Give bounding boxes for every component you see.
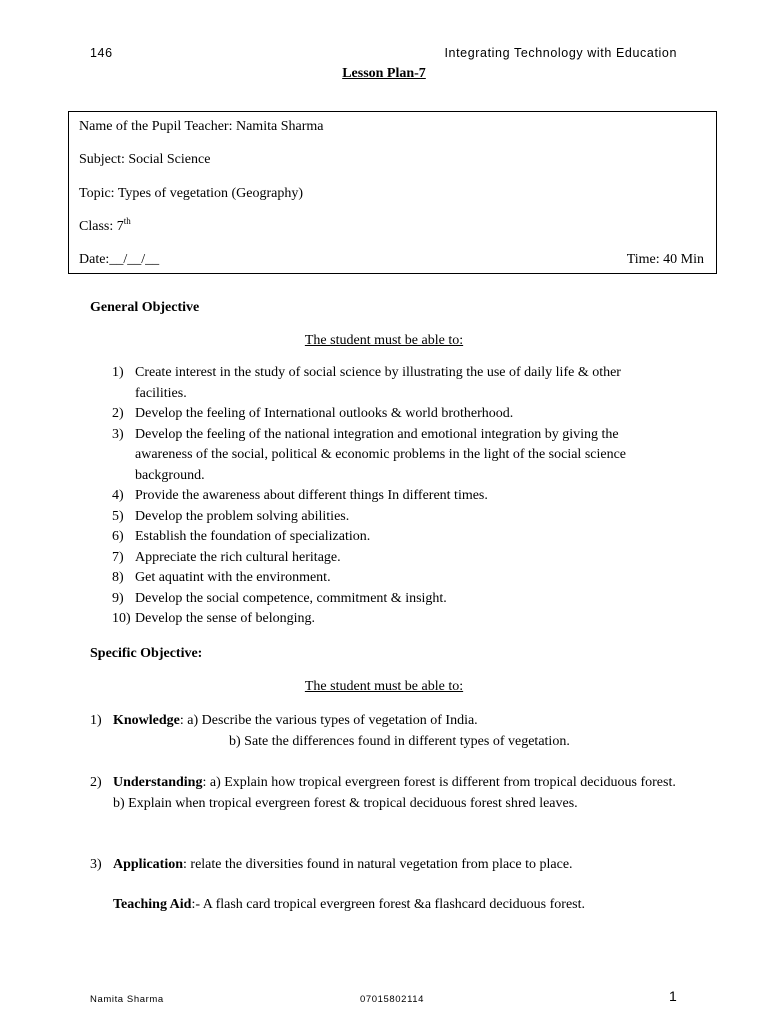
running-title: Integrating Technology with Education — [444, 46, 677, 60]
objective-text: Develop the feeling of the national integration and emotional integration by giving the awareness of the social, political & economic problems in the light of the social science background. — [135, 426, 627, 483]
knowledge-objective — [90, 711, 690, 752]
teaching-aid-label: Teaching Aid — [113, 897, 192, 912]
specific-objective-heading: Specific Objective: — [90, 646, 203, 661]
objective-number: 9) — [112, 590, 124, 606]
teacher-name: Name of the Pupil Teacher: Namita Sharma — [79, 119, 324, 134]
class-label: Class: 7 — [79, 219, 124, 234]
objective-text: Develop the problem solving abilities. — [135, 508, 350, 524]
general-objective-heading: General Objective — [90, 300, 200, 315]
page-title: Lesson Plan-7 — [342, 66, 426, 81]
knowledge-a: : a) Describe the various types of vegetation of India. — [179, 713, 478, 728]
objective-item — [112, 609, 672, 630]
objective-number: 8) — [112, 570, 124, 585]
objective-item — [112, 507, 672, 528]
specific-objective-intro: The student must be able to: — [304, 679, 464, 694]
time: Time: 40 Min — [626, 252, 704, 267]
understanding-b: b) Explain when tropical evergreen forest & tropical deciduous forest shred leaves. — [113, 795, 578, 811]
subject: Subject: Social Science — [79, 152, 211, 167]
objective-number: 3) — [112, 426, 124, 442]
date: Date:__/__/__ — [79, 252, 160, 267]
objective-text: Develop the sense of belonging. — [135, 611, 316, 626]
objective-item — [112, 486, 672, 507]
objective-item — [112, 568, 672, 589]
objective-text: Create interest in the study of social science by illustrating the use of daily life & other facilities. — [135, 365, 621, 401]
understanding-objective — [90, 773, 690, 814]
objective-item — [112, 527, 672, 548]
objective-number: 10) — [112, 611, 131, 626]
application-label: Application — [113, 857, 184, 872]
knowledge-b: b) Sate the differences found in different types of vegetation. — [229, 733, 570, 749]
topic: Topic: Types of vegetation (Geography) — [79, 186, 304, 201]
class-superscript: th — [123, 216, 131, 226]
general-objective-intro: The student must be able to: — [304, 333, 464, 348]
objective-item — [112, 363, 672, 404]
objective-item — [112, 548, 672, 569]
knowledge-label: Knowledge — [113, 713, 180, 728]
objective-number: 7) — [112, 549, 124, 565]
objective-number: 1) — [112, 365, 124, 380]
general-objective-list — [112, 363, 672, 630]
lesson-info-box — [68, 111, 717, 274]
objective-number: 5) — [112, 508, 124, 524]
objective-item — [112, 425, 672, 487]
teaching-aid — [113, 897, 585, 913]
objective-number: 2) — [112, 406, 124, 421]
objective-text: Establish the foundation of specialization. — [135, 529, 371, 544]
page-number: 146 — [90, 46, 113, 60]
objective-number: 6) — [112, 529, 124, 544]
objective-text: Develop the social competence, commitment & insight. — [135, 590, 447, 606]
understanding-a: : a) Explain how tropical evergreen forest is different from tropical deciduous forest. — [202, 775, 676, 790]
knowledge-number: 1) — [90, 713, 102, 728]
objective-item — [112, 404, 672, 425]
teaching-aid-text: :- A flash card tropical evergreen forest &a flashcard deciduous forest. — [191, 897, 585, 912]
footer-page-number: 1 — [669, 988, 677, 1004]
application-text: : relate the diversities found in natural vegetation from place to place. — [183, 857, 573, 872]
objective-number: 4) — [112, 488, 124, 503]
understanding-number: 2) — [90, 775, 102, 790]
application-number: 3) — [90, 857, 102, 872]
footer-author: Namita Sharma — [90, 994, 164, 1005]
understanding-label: Understanding — [113, 775, 203, 790]
footer-phone: 07015802114 — [360, 994, 425, 1005]
objective-item — [112, 589, 672, 610]
objective-text: Provide the awareness about different things In different times. — [135, 488, 488, 503]
objective-text: Get aquatint with the environment. — [135, 570, 331, 585]
application-objective — [90, 855, 690, 876]
objective-text: Appreciate the rich cultural heritage. — [135, 549, 341, 565]
class — [79, 216, 131, 235]
objective-text: Develop the feeling of International outlooks & world brotherhood. — [135, 406, 514, 421]
